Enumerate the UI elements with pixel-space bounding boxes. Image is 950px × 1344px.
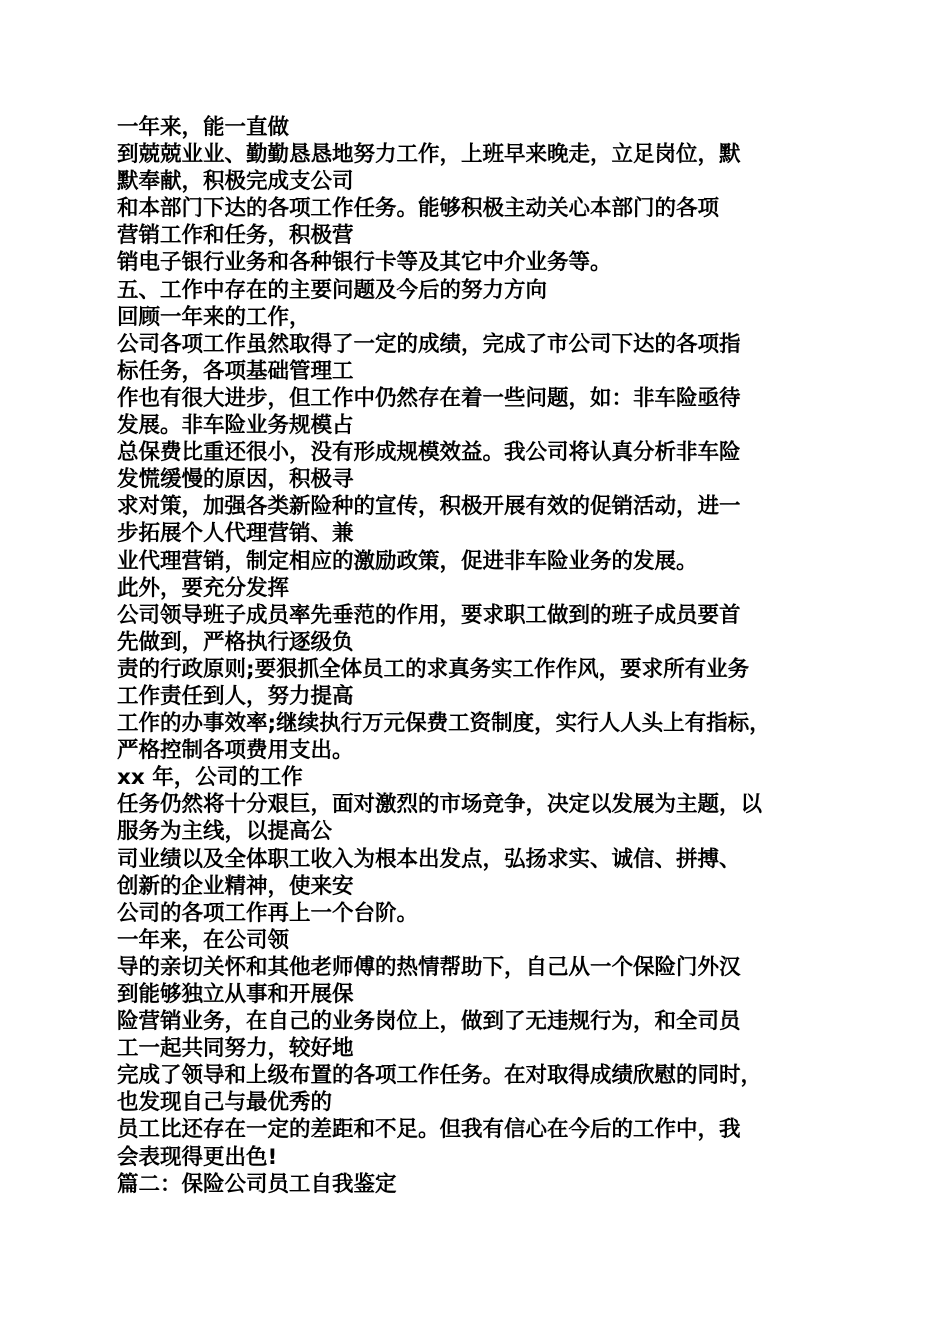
text-line: 服务为主线，以提高公 <box>117 819 333 845</box>
text-line: 工一起共同努力，较好地 <box>117 1036 354 1062</box>
text-line: 到能够独立从事和开展保 <box>117 982 354 1007</box>
text-line: 工作的办事效率;继续执行万元保费工资制度，实行人人头上有指标， <box>117 711 771 737</box>
text-line: 险营销业务，在自己的业务岗位上，做到了无违规行为，和全司员 <box>117 1009 741 1035</box>
section-heading: 五、工作中存在的主要问题及今后的努力方向 <box>117 277 548 303</box>
text-line: 发慌缓慢的原因，积极寻 <box>117 467 354 493</box>
text-line: 严格控制各项费用支出。 <box>117 738 354 764</box>
text-line: 标任务，各项基础管理工 <box>117 358 354 384</box>
text-line: 任务仍然将十分艰巨，面对激烈的市场竞争，决定以发展为主题，以 <box>117 792 763 818</box>
text-line: 步拓展个人代理营销、兼 <box>117 521 354 547</box>
text-line: 回顾一年来的工作， <box>117 304 311 330</box>
text-line: 营销工作和任务，积极营 <box>117 223 354 249</box>
section-heading: 篇二：保险公司员工自我鉴定 <box>117 1171 397 1197</box>
text-line: 创新的企业精神，使来安 <box>117 873 354 899</box>
text-line: 作也有很大进步，但工作中仍然存在着一些问题，如：非车险亟待 <box>117 385 741 411</box>
text-line: 此外，要充分发挥 <box>117 575 290 601</box>
text-line: 公司各项工作虽然取得了一定的成绩，完成了市公司下达的各项指 <box>117 331 741 357</box>
text-line: 发展。非车险业务规模占 <box>117 413 354 439</box>
text-line: 也发现自己与最优秀的 <box>117 1090 333 1116</box>
text-line: 默奉献，积极完成支公司 <box>117 169 354 195</box>
text-line: 业代理营销，制定相应的激励政策，促进非车险业务的发展。 <box>117 548 698 574</box>
text-line: 一年来，在公司领 <box>117 927 290 953</box>
text-line: 公司领导班子成员率先垂范的作用，要求职工做到的班子成员要首 <box>117 602 741 628</box>
text-line: 总保费比重还很小，没有形成规模效益。我公司将认真分析非车险 <box>117 440 741 466</box>
text-line: 责的行政原则;要狠抓全体员工的求真务实工作作风，要求所有业务 <box>117 656 750 682</box>
text-line: 导的亲切关怀和其他老师傅的热情帮助下，自己从一个保险门外汉 <box>117 954 741 980</box>
text-line: 和本部门下达的各项工作任务。能够积极主动关心本部门的各项 <box>117 196 720 222</box>
text-line: 员工比还存在一定的差距和不足。但我有信心在今后的工作中，我 <box>117 1117 741 1143</box>
text-line: 工作责任到人，努力提高 <box>117 683 354 709</box>
text-line: 到兢兢业业、勤勤恳恳地努力工作，上班早来晚走，立足岗位，默 <box>117 142 741 168</box>
text-line: 公司的各项工作再上一个台阶。 <box>117 900 419 926</box>
text-line: 司业绩以及全体职工收入为根本出发点，弘扬求实、诚信、拼搏、 <box>117 846 741 872</box>
document-body <box>117 114 842 1198</box>
text-line: 完成了领导和上级布置的各项工作任务。在对取得成绩欣慰的同时， <box>117 1063 763 1089</box>
text-line: 会表现得更出色! <box>117 1144 278 1170</box>
text-line: 一年来，能一直做 <box>117 115 290 140</box>
text-line: 先做到，严格执行逐级负 <box>117 629 354 655</box>
text-line: 销电子银行业务和各种银行卡等及其它中介业务等。 <box>117 250 612 276</box>
text-line: 求对策，加强各类新险种的宣传，积极开展有效的促销活动，进一 <box>117 494 741 520</box>
text-line: xx 年，公司的工作 <box>117 765 303 791</box>
